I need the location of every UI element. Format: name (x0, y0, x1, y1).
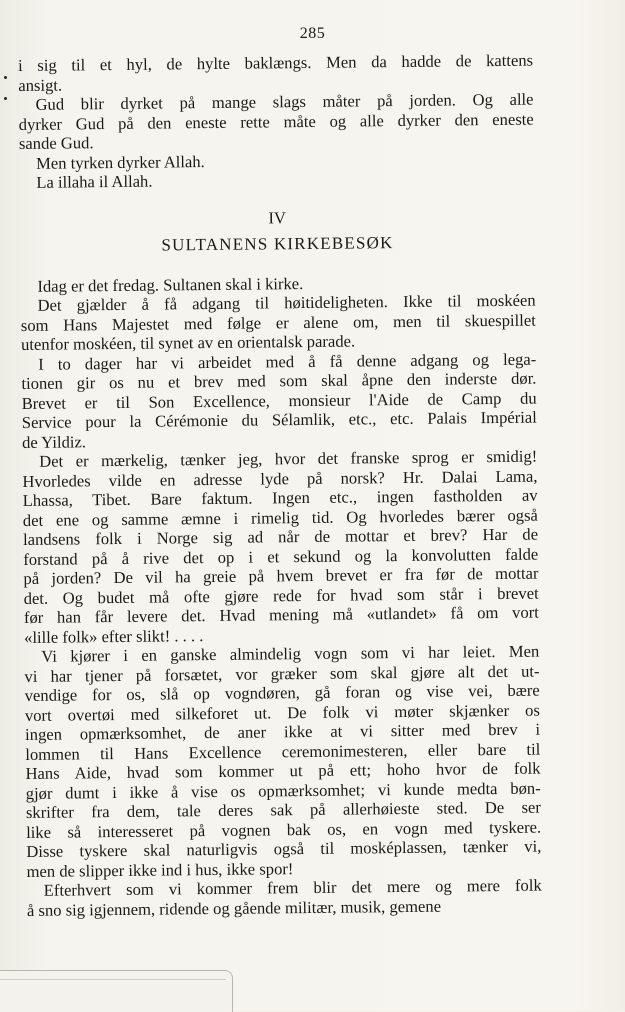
text-line: tionen gir os nu et brev med som skal åpne den inderste dør. (21, 368, 537, 393)
text-line: Brevet er til Son Excellence, monsieur l'Aide de Camp du (21, 388, 537, 413)
text-line: men de slipper ikke ind i hus, ikke spor! (26, 858, 294, 881)
paragraphs-before-chapter (18, 51, 534, 193)
text-line: Hans Aide, hvad som kommer ut på ett; hoho hvor de folk (25, 758, 541, 783)
text-line: å sno sig igjennem, ridende og gående militær, musik, gemene (26, 896, 442, 920)
page-edge-tab (0, 970, 233, 1012)
text-line: landsens folk i Norge sig ad når de mottar et brev? Har de (22, 524, 539, 549)
text-line: Hvorledes vilde en adresse lyde på norsk? Hr. Dalai Lama, (22, 466, 538, 491)
text-line: de Yildiz. (21, 431, 87, 452)
text-line: sande Gud. (18, 133, 94, 153)
text-line: Det gjælder å få adgang til høitideligheten. Ikke til moskéen (37, 290, 536, 315)
text-line: La illaha il Allah. (36, 171, 153, 192)
chapter-title: SULTANENS KIRKEBESØK (161, 232, 394, 255)
margin-mark (4, 97, 7, 100)
text-line: vi har tjener på forsætet, vor græker som skal gjøre alt det ut- (24, 661, 540, 686)
paragraph (27, 876, 542, 920)
paragraph (18, 51, 533, 95)
text-line: gjør dumt i ikke å vise os opmærksomhet; vi kunde medta bøn- (25, 778, 541, 803)
text-line: «lille folk» efter slikt! . . . . (23, 625, 204, 647)
text-line: på jorden? De vil ha greie på hvem brevet er fra før de mottar (23, 563, 539, 588)
text-line: før han får levere det. Hvad mening må «utlandet» få om vort (23, 602, 539, 627)
paragraph (22, 447, 539, 647)
text-line: Lhassa, Tibet. Bare faktum. Ingen etc., ingen fastholden av (22, 485, 538, 510)
text-line: Gud blir dyrket på mange slags måter på jorden. Og alle (35, 89, 534, 114)
page-number: 285 (299, 25, 326, 42)
paragraph (21, 349, 537, 452)
paragraph (24, 642, 541, 881)
text-line: det ene og samme æmne i rimelig tid. Og hvorledes bærer også (22, 505, 538, 530)
text-line: Disse tyskere skal naturligvis også til mosképlassen, tænker vi, (26, 836, 542, 861)
text-line: skrifter fra dem, tale deres sak på allerhøieste sted. De ser (25, 797, 541, 822)
paragraph (21, 291, 537, 355)
text-line: Service pour la Cérémonie du Sélamlik, etc., etc. Palais Impérial (21, 407, 537, 432)
text-line: Vi kjører i en ganske almindelig vogn som vi har leiet. Men (41, 641, 540, 666)
text-column (18, 51, 542, 920)
text-line: som Hans Majestet med følge er alene om, men til skuespillet (20, 310, 536, 335)
text-line: dyrker Gud på den eneste rette måte og alle dyrker den eneste (18, 109, 534, 134)
margin-mark (4, 76, 7, 79)
text-line: Efterhvert som vi kommer frem blir det mere og mere folk (43, 875, 542, 900)
text-line: vendige for os, slå op vogndøren, gå foran og vise vei, bære (24, 680, 540, 705)
text-line: det. Og budet må ofte gjøre rede for hvad som står i brevet (23, 583, 539, 608)
text-line: Det er mærkelig, tænker jeg, hvor det franske sprog er smidig! (39, 446, 538, 471)
text-line: like så interesseret på vognen bak os, en vogn med tyskere. (26, 817, 542, 842)
text-line: i sig til et hyl, de hylte baklængs. Men da hadde de kattens (18, 50, 534, 75)
paragraphs-after-chapter (20, 271, 542, 920)
chapter-number: IV (268, 207, 287, 227)
text-line: ansigt. (18, 75, 63, 95)
paragraph (18, 90, 534, 154)
text-line: vort overtøi med silkeforet ut. De folk vi møter skjænker os (24, 700, 540, 725)
text-line: lommen til Hans Excellence ceremonimesteren, eller bare til (25, 739, 541, 764)
text-line: I to dager har vi arbeidet med å få denne adgang og lega- (38, 349, 537, 374)
text-line: utenfor moskéen, til synet av en orientalsk parade. (20, 331, 356, 354)
paragraph (19, 168, 534, 193)
text-line: ingen opmærksomhet, de aner ikke at vi sitter med brev i (25, 719, 541, 744)
text-line: Idag er det fredag. Sultanen skal i kirke. (37, 273, 304, 296)
text-line: forstand på å rive det op i et sekund og la konvolutten falde (23, 544, 539, 569)
text-line: Men tyrken dyrker Allah. (36, 151, 205, 173)
